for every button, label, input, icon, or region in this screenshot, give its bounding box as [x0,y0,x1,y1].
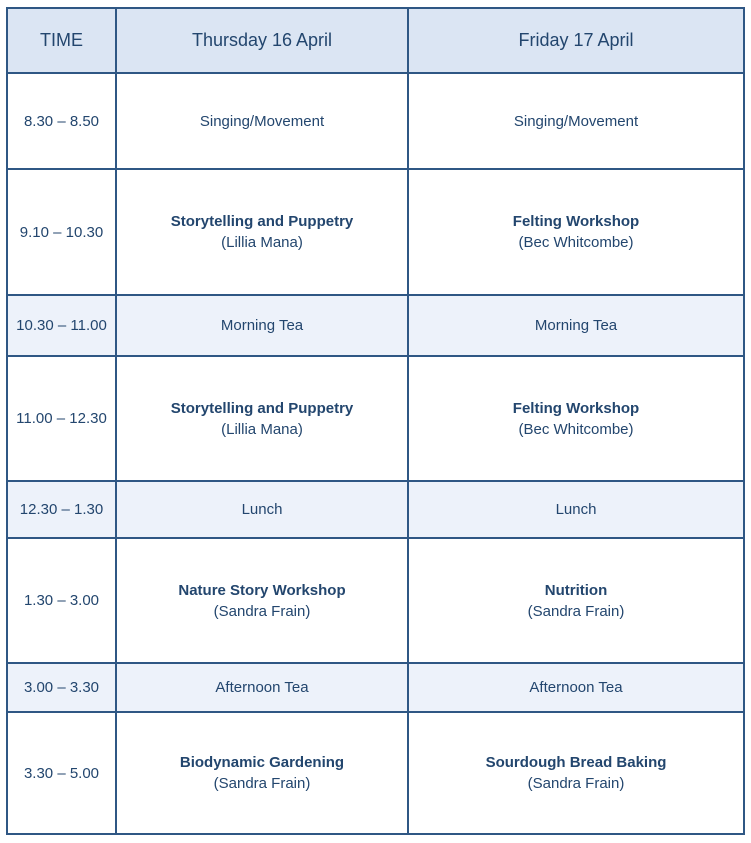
session-cell [408,481,744,538]
presenter-label: (Lillia Mana) [221,234,303,251]
time-cell: 10.30 – 11.00 [7,295,116,356]
table-row [7,295,744,356]
time-cell: 11.00 – 12.30 [7,356,116,481]
presenter-label: (Sandra Frain) [527,775,625,792]
activity-label: Singing/Movement [199,112,325,130]
session-cell [408,356,744,481]
activity-label: Afternoon Tea [529,679,623,696]
session-cell [116,663,408,712]
presenter-label: (Bec Whitcombe) [518,420,634,438]
session-cell [116,712,408,834]
session-cell [116,538,408,663]
time-cell: 9.10 – 10.30 [7,169,116,295]
activity-label: Lunch [555,501,597,518]
activity-label: Felting Workshop [512,213,640,230]
activity-label: Nature Story Workshop [178,581,346,599]
header-time: TIME [7,8,116,73]
activity-label: Biodynamic Gardening [179,754,345,771]
activity-label: Storytelling and Puppetry [170,213,354,230]
session-cell [408,538,744,663]
session-cell [116,295,408,356]
activity-label: Morning Tea [534,317,618,334]
table-row [7,73,744,169]
presenter-label: (Sandra Frain) [213,775,311,792]
time-cell: 3.00 – 3.30 [7,663,116,712]
session-cell [116,169,408,295]
activity-label: Nutrition [544,581,608,599]
schedule-table [6,7,745,835]
session-cell [408,73,744,169]
activity-label: Felting Workshop [512,399,640,417]
session-cell [408,712,744,834]
session-cell [408,295,744,356]
presenter-label: (Sandra Frain) [527,602,625,620]
header-day-1: Thursday 16 April [116,8,408,73]
session-cell [408,169,744,295]
session-cell [116,356,408,481]
session-cell [116,73,408,169]
activity-label: Morning Tea [220,317,304,334]
table-row [7,663,744,712]
session-cell [116,481,408,538]
table-row [7,712,744,834]
activity-label: Lunch [241,501,283,518]
session-cell [408,663,744,712]
activity-label: Sourdough Bread Baking [485,754,667,771]
time-cell: 12.30 – 1.30 [7,481,116,538]
time-cell: 1.30 – 3.00 [7,538,116,663]
presenter-label: (Bec Whitcombe) [518,234,634,251]
table-row [7,481,744,538]
time-cell: 3.30 – 5.00 [7,712,116,834]
time-cell: 8.30 – 8.50 [7,73,116,169]
activity-label: Singing/Movement [513,112,639,130]
header-day-2: Friday 17 April [408,8,744,73]
table-row [7,538,744,663]
presenter-label: (Lillia Mana) [221,420,303,438]
table-row [7,356,744,481]
table-row [7,169,744,295]
presenter-label: (Sandra Frain) [213,602,311,620]
header-row [7,8,744,73]
activity-label: Afternoon Tea [215,679,309,696]
activity-label: Storytelling and Puppetry [170,399,354,417]
